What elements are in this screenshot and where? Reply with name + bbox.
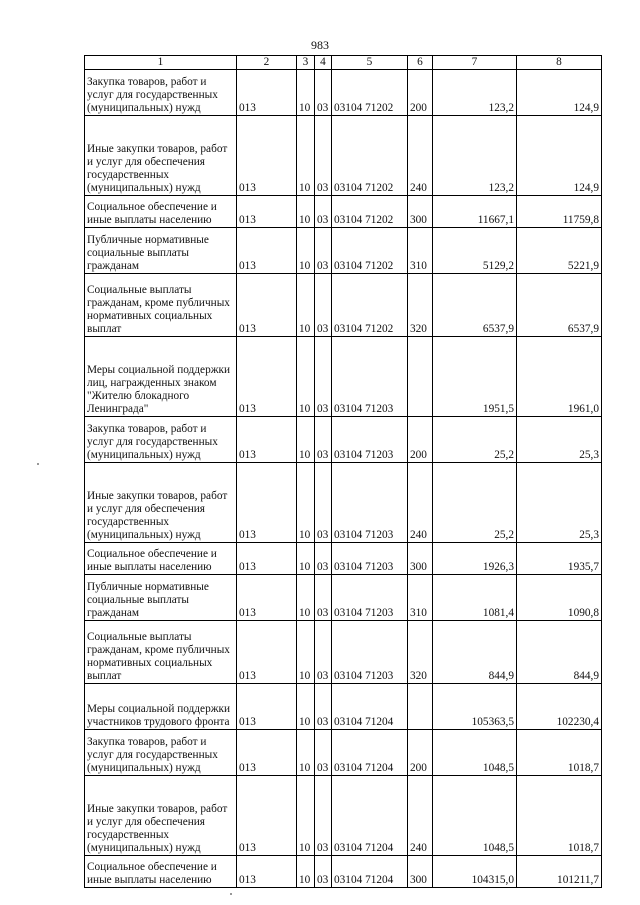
row-name: Иные закупки товаров, работ и услуг для обеспечения государственных (муниципальных) нужд bbox=[85, 776, 237, 856]
page-number: 983 bbox=[311, 38, 329, 52]
row-name: Меры социальной поддержки участников трудового фронта bbox=[85, 684, 237, 730]
row-name: Закупка товаров, работ и услуг для государственных (муниципальных) нужд bbox=[85, 70, 237, 116]
cell-expense-type bbox=[408, 337, 433, 417]
row-name: Социальное обеспечение и иные выплаты населению bbox=[85, 196, 237, 228]
cell-section: 10 bbox=[297, 621, 315, 684]
cell-subsection: 03 bbox=[315, 337, 332, 417]
cell-amount-year-1: 1951,5 bbox=[433, 337, 517, 417]
cell-amount-year-2: 1018,7 bbox=[517, 776, 602, 856]
cell-amount-year-1: 105363,5 bbox=[433, 684, 517, 730]
cell-amount-year-1: 123,2 bbox=[433, 116, 517, 196]
cell-amount-year-2: 1090,8 bbox=[517, 575, 602, 621]
table-row bbox=[85, 621, 602, 684]
cell-section: 10 bbox=[297, 196, 315, 228]
cell-subsection: 03 bbox=[315, 417, 332, 463]
cell-subsection: 03 bbox=[315, 274, 332, 337]
cell-grbs: 013 bbox=[237, 337, 297, 417]
budget-table bbox=[84, 55, 602, 888]
row-name: Иные закупки товаров, работ и услуг для обеспечения государственных (муниципальных) нужд bbox=[85, 463, 237, 543]
cell-amount-year-1: 5129,2 bbox=[433, 228, 517, 274]
cell-target-article: 03104 71202 bbox=[332, 70, 408, 116]
cell-grbs: 013 bbox=[237, 776, 297, 856]
cell-amount-year-2: 11759,8 bbox=[517, 196, 602, 228]
row-name: Закупка товаров, работ и услуг для государственных (муниципальных) нужд bbox=[85, 417, 237, 463]
cell-amount-year-1: 123,2 bbox=[433, 70, 517, 116]
cell-amount-year-2: 101211,7 bbox=[517, 856, 602, 888]
cell-amount-year-2: 102230,4 bbox=[517, 684, 602, 730]
cell-grbs: 013 bbox=[237, 274, 297, 337]
cell-subsection: 03 bbox=[315, 463, 332, 543]
table-row bbox=[85, 70, 602, 116]
cell-subsection: 03 bbox=[315, 196, 332, 228]
column-header: 3 bbox=[297, 56, 315, 70]
cell-target-article: 03104 71204 bbox=[332, 776, 408, 856]
cell-grbs: 013 bbox=[237, 856, 297, 888]
cell-expense-type: 200 bbox=[408, 417, 433, 463]
column-header: 7 bbox=[433, 56, 517, 70]
cell-amount-year-2: 1935,7 bbox=[517, 543, 602, 575]
table-row bbox=[85, 543, 602, 575]
cell-section: 10 bbox=[297, 776, 315, 856]
cell-expense-type: 200 bbox=[408, 70, 433, 116]
table-row bbox=[85, 116, 602, 196]
cell-target-article: 03104 71202 bbox=[332, 196, 408, 228]
cell-subsection: 03 bbox=[315, 730, 332, 776]
cell-target-article: 03104 71204 bbox=[332, 730, 408, 776]
cell-section: 10 bbox=[297, 337, 315, 417]
cell-amount-year-1: 25,2 bbox=[433, 417, 517, 463]
table-row bbox=[85, 337, 602, 417]
cell-amount-year-1: 1081,4 bbox=[433, 575, 517, 621]
scan-speck bbox=[230, 893, 232, 895]
cell-section: 10 bbox=[297, 730, 315, 776]
cell-subsection: 03 bbox=[315, 116, 332, 196]
row-name: Социальное обеспечение и иные выплаты населению bbox=[85, 543, 237, 575]
column-header: 1 bbox=[85, 56, 237, 70]
cell-subsection: 03 bbox=[315, 684, 332, 730]
row-name: Социальные выплаты гражданам, кроме публичных нормативных социальных выплат bbox=[85, 621, 237, 684]
cell-target-article: 03104 71203 bbox=[332, 417, 408, 463]
cell-section: 10 bbox=[297, 70, 315, 116]
cell-section: 10 bbox=[297, 856, 315, 888]
cell-amount-year-2: 124,9 bbox=[517, 116, 602, 196]
cell-amount-year-2: 6537,9 bbox=[517, 274, 602, 337]
cell-amount-year-2: 1961,0 bbox=[517, 337, 602, 417]
cell-subsection: 03 bbox=[315, 575, 332, 621]
row-name: Публичные нормативные социальные выплаты гражданам bbox=[85, 228, 237, 274]
cell-section: 10 bbox=[297, 116, 315, 196]
cell-amount-year-1: 6537,9 bbox=[433, 274, 517, 337]
cell-target-article: 03104 71203 bbox=[332, 463, 408, 543]
cell-grbs: 013 bbox=[237, 70, 297, 116]
cell-target-article: 03104 71202 bbox=[332, 228, 408, 274]
cell-amount-year-2: 5221,9 bbox=[517, 228, 602, 274]
cell-grbs: 013 bbox=[237, 196, 297, 228]
cell-amount-year-1: 1926,3 bbox=[433, 543, 517, 575]
cell-expense-type: 310 bbox=[408, 228, 433, 274]
cell-grbs: 013 bbox=[237, 543, 297, 575]
cell-amount-year-2: 124,9 bbox=[517, 70, 602, 116]
cell-section: 10 bbox=[297, 228, 315, 274]
table-row bbox=[85, 730, 602, 776]
column-header: 4 bbox=[315, 56, 332, 70]
cell-grbs: 013 bbox=[237, 730, 297, 776]
cell-expense-type: 240 bbox=[408, 116, 433, 196]
cell-amount-year-2: 25,3 bbox=[517, 463, 602, 543]
cell-target-article: 03104 71204 bbox=[332, 856, 408, 888]
row-name: Социальные выплаты гражданам, кроме публичных нормативных социальных выплат bbox=[85, 274, 237, 337]
cell-target-article: 03104 71203 bbox=[332, 543, 408, 575]
cell-target-article: 03104 71203 bbox=[332, 337, 408, 417]
column-header: 8 bbox=[517, 56, 602, 70]
row-name: Закупка товаров, работ и услуг для государственных (муниципальных) нужд bbox=[85, 730, 237, 776]
cell-target-article: 03104 71202 bbox=[332, 274, 408, 337]
cell-amount-year-1: 11667,1 bbox=[433, 196, 517, 228]
row-name: Социальное обеспечение и иные выплаты населению bbox=[85, 856, 237, 888]
cell-expense-type: 300 bbox=[408, 543, 433, 575]
cell-subsection: 03 bbox=[315, 621, 332, 684]
cell-subsection: 03 bbox=[315, 856, 332, 888]
cell-target-article: 03104 71203 bbox=[332, 621, 408, 684]
cell-amount-year-1: 104315,0 bbox=[433, 856, 517, 888]
table-row bbox=[85, 228, 602, 274]
cell-expense-type: 200 bbox=[408, 730, 433, 776]
cell-target-article: 03104 71202 bbox=[332, 116, 408, 196]
table-row bbox=[85, 463, 602, 543]
table-row bbox=[85, 196, 602, 228]
cell-expense-type: 240 bbox=[408, 776, 433, 856]
cell-section: 10 bbox=[297, 463, 315, 543]
cell-target-article: 03104 71204 bbox=[332, 684, 408, 730]
table-row bbox=[85, 575, 602, 621]
cell-amount-year-1: 844,9 bbox=[433, 621, 517, 684]
cell-grbs: 013 bbox=[237, 575, 297, 621]
row-name: Публичные нормативные социальные выплаты гражданам bbox=[85, 575, 237, 621]
cell-grbs: 013 bbox=[237, 621, 297, 684]
cell-section: 10 bbox=[297, 274, 315, 337]
cell-amount-year-1: 25,2 bbox=[433, 463, 517, 543]
cell-grbs: 013 bbox=[237, 684, 297, 730]
row-name: Меры социальной поддержки лиц, награжденных знаком "Жителю блокадного Ленинграда" bbox=[85, 337, 237, 417]
cell-target-article: 03104 71203 bbox=[332, 575, 408, 621]
cell-amount-year-1: 1048,5 bbox=[433, 776, 517, 856]
row-name: Иные закупки товаров, работ и услуг для обеспечения государственных (муниципальных) нужд bbox=[85, 116, 237, 196]
column-header: 6 bbox=[408, 56, 433, 70]
table-row bbox=[85, 274, 602, 337]
cell-expense-type bbox=[408, 684, 433, 730]
column-header: 5 bbox=[332, 56, 408, 70]
scan-speck bbox=[37, 463, 39, 465]
cell-subsection: 03 bbox=[315, 543, 332, 575]
cell-expense-type: 240 bbox=[408, 463, 433, 543]
column-header: 2 bbox=[237, 56, 297, 70]
cell-section: 10 bbox=[297, 575, 315, 621]
cell-amount-year-2: 25,3 bbox=[517, 417, 602, 463]
cell-expense-type: 310 bbox=[408, 575, 433, 621]
cell-expense-type: 300 bbox=[408, 856, 433, 888]
cell-expense-type: 300 bbox=[408, 196, 433, 228]
cell-section: 10 bbox=[297, 684, 315, 730]
header-row bbox=[85, 56, 602, 70]
cell-section: 10 bbox=[297, 543, 315, 575]
cell-subsection: 03 bbox=[315, 70, 332, 116]
table-row bbox=[85, 776, 602, 856]
cell-expense-type: 320 bbox=[408, 621, 433, 684]
table-row bbox=[85, 856, 602, 888]
table-row bbox=[85, 417, 602, 463]
cell-grbs: 013 bbox=[237, 116, 297, 196]
cell-subsection: 03 bbox=[315, 776, 332, 856]
cell-grbs: 013 bbox=[237, 463, 297, 543]
table-row bbox=[85, 684, 602, 730]
cell-amount-year-1: 1048,5 bbox=[433, 730, 517, 776]
cell-amount-year-2: 1018,7 bbox=[517, 730, 602, 776]
cell-grbs: 013 bbox=[237, 228, 297, 274]
cell-amount-year-2: 844,9 bbox=[517, 621, 602, 684]
cell-grbs: 013 bbox=[237, 417, 297, 463]
cell-section: 10 bbox=[297, 417, 315, 463]
cell-expense-type: 320 bbox=[408, 274, 433, 337]
cell-subsection: 03 bbox=[315, 228, 332, 274]
